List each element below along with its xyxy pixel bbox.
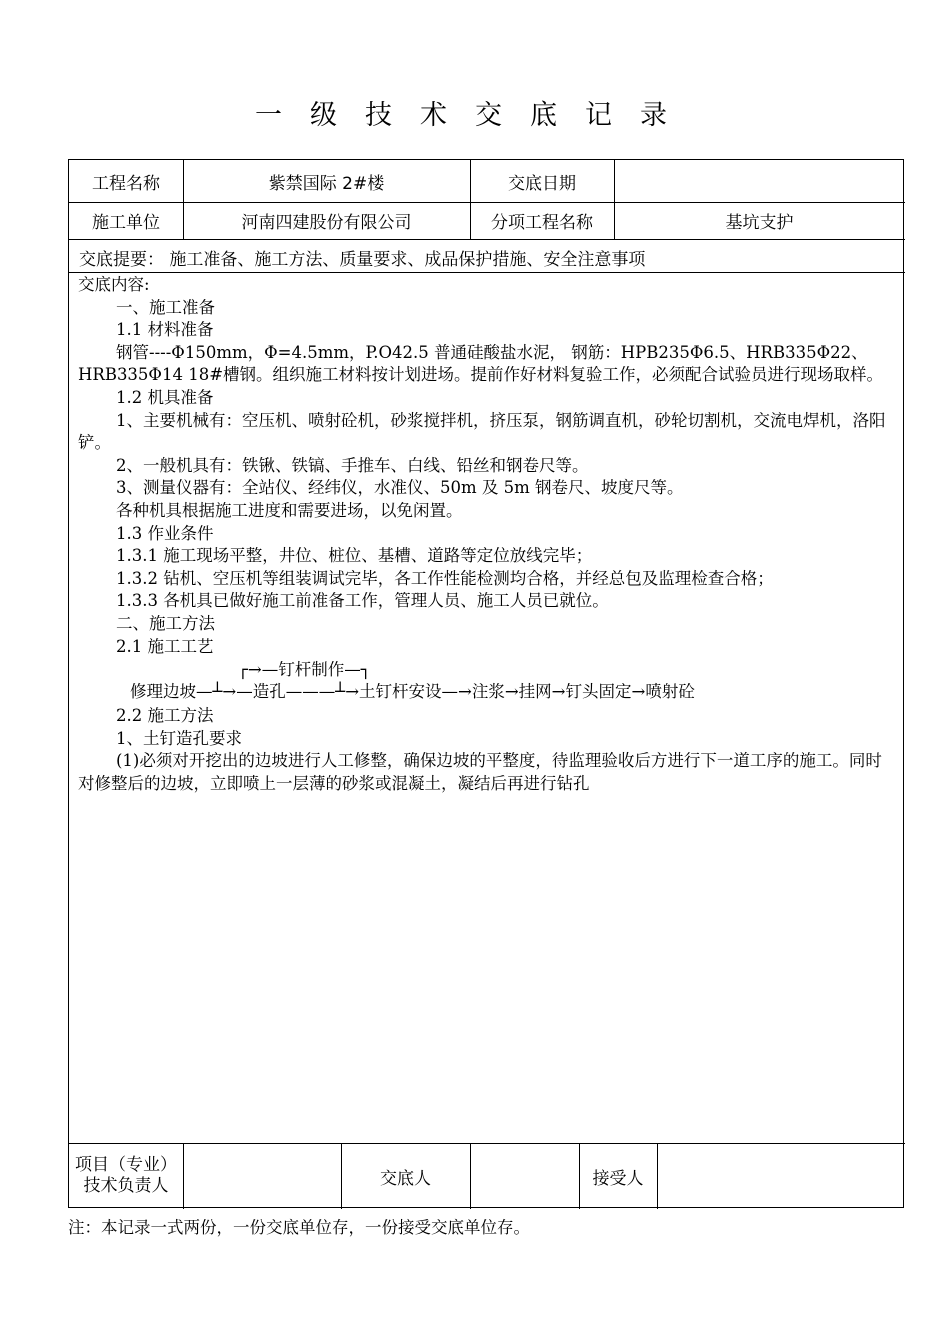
project-name-label: 工程名称: [92, 173, 160, 194]
footnote: 注：本记录一式两份，一份交底单位存，一份接受交底单位存。: [68, 1218, 530, 1237]
date-label: 交底日期: [508, 173, 576, 194]
tech-lead-value: [183, 1143, 341, 1209]
receiver-value: [657, 1143, 905, 1209]
paragraph: (1)必须对开挖出的边坡进行人工修整，确保边坡的平整度，待监理验收后方进行下一道工序的施工。同时对修整后的边坡，立即喷上一层薄的砂浆或混凝土，凝结后再进行钻孔: [78, 751, 882, 793]
tech-lead-label: 项目（专业）技术负责人: [75, 1155, 177, 1196]
paragraph: 1.3.1 施工现场平整，井位、桩位、基槽、道路等定位放线完毕；: [116, 546, 593, 566]
disclosure-summary: 交底提要： 施工准备、施工方法、质量要求、成品保护措施、安全注意事项: [79, 250, 646, 270]
subsection-heading: 1、土钉造孔要求: [116, 728, 242, 748]
paragraph: 1.3.2 钻机、空压机等组装调试完毕，各工作性能检测均合格，并经总包及监理检查合格；: [116, 568, 774, 588]
flow-branch-label: ┌→—钉杆制作—┐: [238, 660, 371, 680]
paragraph: 1.3.3 各机具已做好施工前准备工作，管理人员、施工人员已就位。: [116, 591, 609, 611]
row-divider: [69, 239, 905, 240]
receiver-label: 接受人: [592, 1168, 644, 1189]
process-flow-diagram: [78, 659, 898, 705]
section-heading: 二、施工方法: [116, 613, 215, 633]
discloser-label: 交底人: [380, 1168, 431, 1189]
subsection-heading: 1.2 机具准备: [116, 387, 214, 407]
disclosure-content: [78, 274, 898, 795]
paragraph: 1、主要机械有：空压机、喷射砼机，砂浆搅拌机，挤压泵，钢筋调直机，砂轮切割机，交流电焊机，洛阳铲。: [78, 410, 886, 453]
discloser-value: [470, 1143, 579, 1209]
project-name-value: 紫禁国际 2#楼: [268, 173, 385, 194]
row-divider: [69, 272, 905, 273]
section-heading: 一、施工准备: [116, 297, 215, 317]
company-label: 施工单位: [92, 213, 160, 233]
subsection-heading: 2.2 施工方法: [116, 706, 214, 726]
date-value: [614, 160, 905, 202]
sub-project-label: 分项工程名称: [491, 213, 593, 233]
paragraph: 钢管----Φ150mm，Φ=4.5mm，P.O42.5 普通硅酸盐水泥， 钢筋：HPB235Φ6.5、HRB335Φ22、HRB335Φ14 18#槽钢。组织施工材料按计划进场。提前作好材料复验工作，必须配合试验员进行现场取样。: [78, 342, 884, 385]
paragraph: 各种机具根据施工进度和需要进场，以免闲置。: [116, 500, 463, 520]
page-title: 一级技术交底记录: [255, 100, 695, 131]
company-value: 河南四建股份有限公司: [241, 213, 412, 233]
subsection-heading: 1.1 材料准备: [116, 320, 214, 340]
paragraph: 2、一般机具有：铁锹、铁镐、手推车、白线、铅丝和钢卷尺等。: [116, 455, 589, 475]
paragraph: 3、测量仪器有：全站仪、经纬仪，水准仪、50m 及 5m 钢卷尺、坡度尺等。: [116, 478, 684, 498]
subsection-heading: 2.1 施工工艺: [116, 636, 214, 656]
flow-main-line: 修理边坡—┴→—造孔———┴→土钉杆安设—→注浆→挂网→钉头固定→喷射砼: [130, 682, 695, 702]
subsection-heading: 1.3 作业条件: [116, 523, 214, 543]
disclosure-form: [68, 159, 904, 1208]
sub-project-value: 基坑支护: [725, 213, 794, 233]
content-intro: 交底内容:: [78, 275, 150, 294]
